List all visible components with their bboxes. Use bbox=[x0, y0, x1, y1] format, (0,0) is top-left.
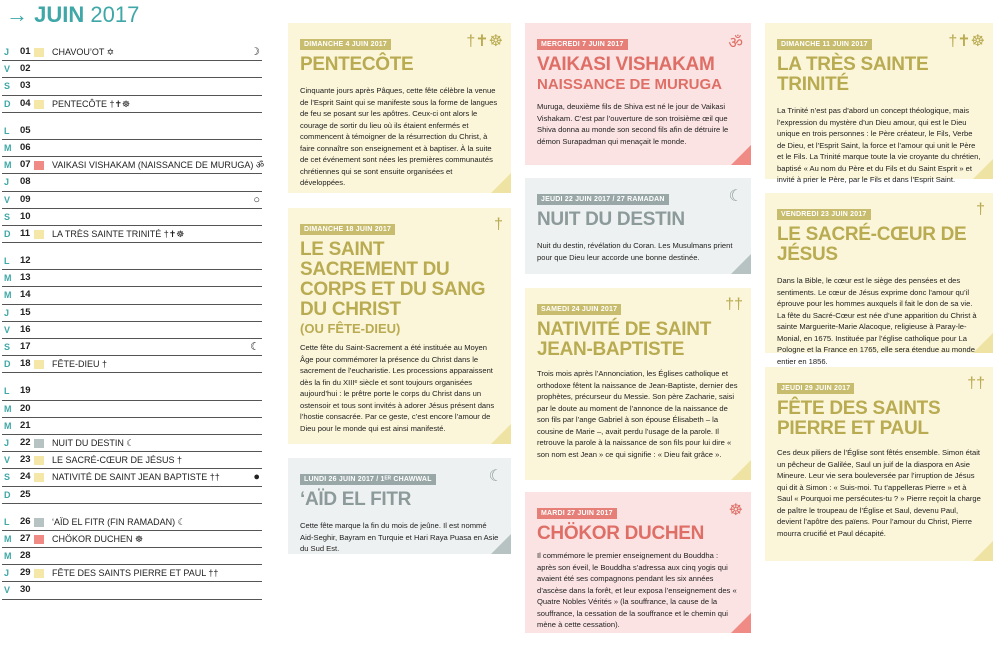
calendar-row bbox=[2, 435, 262, 452]
fold-corner bbox=[491, 534, 511, 554]
card-body: Dans la Bible, le cœur est le siège des pensées et des sentiments. Le cœur de Jésus exprime donc l’amour qu’il éprouve pour les hommes auxquels il fait le don de sa vie. La fête du Sacré-Cœur est née d’une apparition du Christ à sainte Marguerite-Marie Alacoque, religieuse à Paray-le-Monial, en 1675. Instituée par l’église catholique pour La Pologne et la France en 1765, elle sera étendue au monde entier en 1856. bbox=[777, 276, 977, 366]
calendar-row bbox=[2, 253, 262, 270]
card-body: Trois mois après l’Annonciation, les Églises catholique et orthodoxe fêtent la naissance de Jean-Baptiste, dernier des prophètes, précurseur du Messie. Son père Zacharie, saisi par le doute au moment de l’annonce de la naissance de son fils par l’ange Gabriel à son épouse Élisabeth – la cousine de Marie –, avait perdu l’usage de la parole. Il retrouve la parole à la naissance de son fils pour lui dire « son nom est Jean » ce qui signifie : « Dieu fait grâce ». bbox=[537, 369, 738, 459]
calendar-list bbox=[2, 44, 265, 600]
day-number: 21 bbox=[20, 419, 31, 431]
card-date: JEUDI 29 JUIN 2017 bbox=[777, 383, 854, 394]
calendar-row bbox=[2, 339, 262, 356]
category-swatch bbox=[34, 439, 44, 448]
calendar-row bbox=[2, 356, 262, 373]
event-label: LA TRÈS SAINTE TRINITÉ †✝☸ bbox=[52, 228, 185, 239]
card-date: DIMANCHE 11 JUIN 2017 bbox=[777, 39, 872, 50]
day-number: 12 bbox=[20, 255, 31, 267]
card-body: Cinquante jours après Pâques, cette fête célèbre la venue de l’Esprit Saint qui se manifeste sous la forme de langues de feu se posant sur les apôtres. Ceux-ci ont alors le courage de sortir du lieu où ils étaient enfermés et commencent à témoigner de la résurrection du Christ, à faire connaître son enseignement et à baptiser. À la suite de cet événement sont nées les premières communautés chrétiennes qui se sont ensuite organisées et développées. bbox=[300, 86, 498, 187]
event-label: NUIT DU DESTIN ☾ bbox=[52, 437, 135, 448]
calendar-row bbox=[2, 469, 262, 486]
event-label: LE SACRÉ-CŒUR DE JÉSUS † bbox=[52, 455, 183, 466]
fold-corner bbox=[973, 159, 993, 179]
card-title: NUIT DU DESTIN bbox=[537, 209, 685, 230]
om-icon: ॐ bbox=[728, 35, 743, 52]
category-swatch bbox=[34, 360, 44, 369]
card-title: LE SACRÉ-CŒUR DE JÉSUS bbox=[777, 224, 967, 265]
card-date: LUNDI 26 JUIN 2017 / 1ᴱᴿ CHAWWAL bbox=[300, 474, 436, 485]
card-date: DIMANCHE 18 JUIN 2017 bbox=[300, 224, 395, 235]
week-gap bbox=[2, 504, 262, 514]
religion-symbol-icon: †✝☸ bbox=[466, 33, 503, 50]
calendar-row bbox=[2, 287, 262, 304]
fold-corner bbox=[973, 541, 993, 561]
category-swatch bbox=[34, 456, 44, 465]
arrow-icon: → bbox=[6, 2, 28, 27]
card-date: MARDI 27 JUIN 2017 bbox=[537, 508, 617, 519]
calendar-row bbox=[2, 140, 262, 157]
calendar-row bbox=[2, 61, 262, 78]
moon-phase-icon: ● bbox=[253, 471, 260, 484]
day-number: 08 bbox=[20, 176, 31, 188]
day-number: 20 bbox=[20, 402, 31, 414]
category-swatch bbox=[34, 535, 44, 544]
day-number: 01 bbox=[20, 46, 31, 57]
card-title: LE SAINT SACREMENT DU CORPS ET DU SANG DU CHRIST bbox=[300, 239, 486, 320]
day-number: 29 bbox=[20, 567, 31, 579]
day-number: 11 bbox=[20, 227, 31, 239]
card-nativite bbox=[525, 288, 751, 480]
weekday-letter: D bbox=[4, 98, 11, 109]
card-title: CHÖKOR DUCHEN bbox=[537, 523, 705, 544]
week-gap bbox=[2, 113, 262, 123]
card-title: FÊTE DES SAINTS PIERRE ET PAUL bbox=[777, 398, 941, 439]
moon-phase-icon: ☾ bbox=[250, 341, 260, 353]
event-label: VAIKASI VISHAKAM (NAISSANCE DE MURUGA) ॐ bbox=[52, 160, 265, 171]
card-date: JEUDI 22 JUIN 2017 / 27 RAMADAN bbox=[537, 194, 669, 205]
card-trinite bbox=[765, 23, 993, 184]
day-number: 02 bbox=[20, 63, 31, 75]
card-vaikasi bbox=[525, 23, 751, 165]
cross-icon: † bbox=[976, 201, 985, 218]
calendar-row bbox=[2, 209, 262, 226]
card-pentecote bbox=[288, 23, 511, 193]
day-number: 06 bbox=[20, 141, 31, 153]
card-pierre-paul bbox=[765, 367, 993, 561]
card-sacre-coeur bbox=[765, 193, 993, 366]
day-number: 13 bbox=[20, 272, 31, 284]
day-number: 23 bbox=[20, 454, 31, 466]
calendar-row bbox=[2, 322, 262, 339]
event-label: CHAVOU’OT ✡ bbox=[52, 47, 115, 57]
weekday-letter: S bbox=[4, 472, 11, 483]
card-body: Cette fête du Saint-Sacrement a été instituée au Moyen Âge pour commémorer la présence du Christ dans le sacrement de l’eucharistie. Les processions apparaissent dès la fin du XIIIᵉ siècle et sont toujours organisées aujourd’hui : le prêtre porte le corps du Christ dans un ostensoir et tous sont invités à adorer Jésus présent dans l’hostie consacrée. Par ce geste, c’est encore l’amour de Dieu pour le monde qui est ainsi manifesté. bbox=[300, 343, 495, 433]
day-number: 15 bbox=[20, 306, 31, 318]
weekday-letter: J bbox=[4, 177, 10, 188]
calendar-row bbox=[2, 157, 265, 174]
category-swatch bbox=[34, 473, 44, 482]
month-title: JUIN bbox=[34, 2, 85, 27]
calendar-row bbox=[2, 174, 262, 191]
weekday-letter: M bbox=[4, 533, 12, 544]
card-body: Ces deux piliers de l’Église sont fêtés ensemble. Simon était un pêcheur de Galilée, Saul un juif de la diaspora en Asie Mineure. Leur vie sera bouleversée par l’irruption de Jésus qui dit à Simon : « Suis-moi. Tu t’appelleras Pierre » et à Saul « Pourquoi me persécutes-tu ? » Pierre reçoit la charge de paître le troupeau de l’Église et Saul, devenu Paul, devient l’apôtre des païens. Pour l’amour du Christ, Pierre mourra crucifié et Paul décapité. bbox=[777, 448, 981, 538]
day-number: 22 bbox=[20, 436, 31, 448]
calendar-row bbox=[2, 548, 262, 565]
weekday-letter: D bbox=[4, 228, 11, 239]
day-number: 14 bbox=[20, 289, 31, 301]
card-body: Il commémore le premier enseignement du Bouddha : après son éveil, le Bouddha s’adressa aux cinq yogis qui avaient été ses compagnons pendant les six années d’ascèse dans la forêt, et leur exposa l’enseignement des « Quatre Nobles Vérités » (la souffrance, la cause de la souffrance, la cessation de la souffrance et le chemin qui mène à cette cessation). bbox=[537, 551, 737, 629]
card-title: ‘AÏD EL FITR bbox=[300, 489, 412, 510]
calendar-row bbox=[2, 123, 262, 140]
weekday-letter: J bbox=[4, 47, 10, 57]
event-label: ‘AÏD EL FITR (FIN RAMADAN) ☾ bbox=[52, 516, 186, 527]
calendar-row bbox=[2, 226, 262, 243]
event-label: CHÖKOR DUCHEN ☸ bbox=[52, 533, 144, 544]
weekday-letter: V bbox=[4, 585, 11, 596]
day-number: 07 bbox=[20, 159, 31, 171]
card-date: VENDREDI 23 JUIN 2017 bbox=[777, 209, 871, 220]
weekday-letter: M bbox=[4, 551, 12, 562]
category-swatch bbox=[34, 230, 44, 239]
fold-corner bbox=[731, 254, 751, 274]
week-gap bbox=[2, 373, 262, 383]
weekday-letter: D bbox=[4, 489, 11, 500]
weekday-letter: V bbox=[4, 324, 11, 335]
weekday-letter: V bbox=[4, 194, 11, 205]
day-number: 03 bbox=[20, 80, 31, 92]
weekday-letter: M bbox=[4, 160, 12, 171]
weekday-letter: L bbox=[4, 125, 10, 136]
weekday-letter: J bbox=[4, 307, 10, 318]
weekday-letter: J bbox=[4, 568, 10, 579]
card-title: VAIKASI VISHAKAM bbox=[537, 54, 715, 75]
page-header bbox=[6, 2, 139, 28]
event-label: FÊTE-DIEU † bbox=[52, 359, 108, 370]
calendar-row bbox=[2, 487, 262, 504]
card-chokor-duchen bbox=[525, 492, 751, 633]
fold-corner bbox=[731, 460, 751, 480]
calendar-row bbox=[2, 383, 262, 400]
crescent-icon: ☾ bbox=[488, 468, 503, 485]
day-number: 04 bbox=[20, 97, 31, 109]
card-date: DIMANCHE 4 JUIN 2017 bbox=[300, 39, 391, 50]
weekday-letter: S bbox=[4, 342, 11, 352]
moon-phase-icon: ○ bbox=[253, 193, 260, 206]
weekday-letter: L bbox=[4, 516, 10, 527]
weekday-letter: D bbox=[4, 359, 11, 370]
fold-corner bbox=[491, 173, 511, 193]
calendar-row bbox=[2, 401, 262, 418]
category-swatch bbox=[34, 569, 44, 578]
fold-corner bbox=[731, 613, 751, 633]
card-subtitle: (OU FÊTE-DIEU) bbox=[300, 321, 401, 336]
religion-symbol-icon: † bbox=[494, 216, 503, 233]
calendar-row bbox=[2, 514, 262, 531]
calendar-row bbox=[2, 531, 262, 548]
weekday-letter: M bbox=[4, 403, 12, 414]
category-swatch bbox=[34, 100, 44, 109]
weekday-letter: L bbox=[4, 256, 10, 267]
card-title: LA TRÈS SAINTE TRINITÉ bbox=[777, 54, 929, 95]
category-swatch bbox=[34, 48, 44, 57]
day-number: 18 bbox=[20, 358, 31, 370]
day-number: 25 bbox=[20, 488, 31, 500]
religion-symbol-icon: †† bbox=[725, 296, 743, 313]
weekday-letter: V bbox=[4, 455, 11, 466]
fold-corner bbox=[491, 424, 511, 444]
weekday-letter: M bbox=[4, 142, 12, 153]
weekday-letter: J bbox=[4, 437, 10, 448]
weekday-letter: M bbox=[4, 420, 12, 431]
year-title: 2017 bbox=[90, 2, 140, 27]
event-label: FÊTE DES SAINTS PIERRE ET PAUL †† bbox=[52, 568, 219, 579]
day-number: 09 bbox=[20, 193, 31, 205]
calendar-row bbox=[2, 78, 262, 95]
weekday-letter: L bbox=[4, 386, 10, 397]
card-aid-el-fitr bbox=[288, 458, 511, 554]
calendar-row bbox=[2, 305, 262, 322]
calendar-row bbox=[2, 582, 262, 599]
card-title: NATIVITÉ DE SAINT JEAN-BAPTISTE bbox=[537, 319, 711, 360]
day-number: 16 bbox=[20, 323, 31, 335]
day-number: 27 bbox=[20, 532, 31, 544]
day-number: 10 bbox=[20, 210, 31, 222]
day-number: 19 bbox=[20, 385, 31, 397]
day-number: 05 bbox=[20, 124, 31, 136]
weekday-letter: M bbox=[4, 273, 12, 284]
calendar-row bbox=[2, 96, 262, 113]
crescent-icon: ☾ bbox=[728, 188, 743, 205]
category-swatch bbox=[34, 518, 44, 527]
card-date: MERCREDI 7 JUIN 2017 bbox=[537, 39, 628, 50]
weekday-letter: S bbox=[4, 81, 11, 92]
category-swatch bbox=[34, 161, 44, 170]
weekday-letter: S bbox=[4, 211, 11, 222]
day-number: 28 bbox=[20, 550, 31, 562]
card-subtitle: NAISSANCE DE MURUGA bbox=[537, 76, 723, 93]
card-body: Cette fête marque la fin du mois de jeûne. Il est nommé Aid-Seghir, Bayram en Turquie et Hari Raya Puasa en Asie du Sud Est. bbox=[300, 521, 499, 553]
calendar-row bbox=[2, 565, 262, 582]
religion-symbol-icon: †✝☸ bbox=[948, 33, 985, 50]
day-number: 17 bbox=[20, 341, 31, 352]
fold-corner bbox=[973, 333, 993, 353]
weekday-letter: V bbox=[4, 64, 11, 75]
card-title: PENTECÔTE bbox=[300, 54, 414, 75]
week-gap bbox=[2, 243, 262, 253]
day-number: 30 bbox=[20, 584, 31, 596]
calendar-row bbox=[2, 418, 262, 435]
card-body: Muruga, deuxième fils de Shiva est né le jour de Vaikasi Vishakam. C’est par l’ouverture de son troisième œil que Shiva donna au monde son second fils afin de détruire le démon Surapadman qui menaçait le monde. bbox=[537, 102, 729, 146]
calendar-row bbox=[2, 270, 262, 287]
event-label: PENTECÔTE †✝☸ bbox=[52, 98, 131, 109]
calendar-row bbox=[2, 192, 262, 209]
dharma-wheel-icon: ☸ bbox=[728, 502, 743, 519]
calendar-row bbox=[2, 44, 262, 61]
moon-phase-icon: ☽ bbox=[250, 46, 260, 58]
card-body: Nuit du destin, révélation du Coran. Les Musulmans prient pour que Dieu leur accorde une bonne destinée. bbox=[537, 241, 733, 262]
weekday-letter: M bbox=[4, 290, 12, 301]
event-label: NATIVITÉ DE SAINT JEAN BAPTISTE †† bbox=[52, 472, 220, 483]
day-number: 24 bbox=[20, 471, 31, 483]
day-number: 26 bbox=[20, 515, 31, 527]
card-date: SAMEDI 24 JUIN 2017 bbox=[537, 304, 621, 315]
fold-corner bbox=[731, 145, 751, 165]
calendar-row bbox=[2, 452, 262, 469]
card-nuit-du-destin bbox=[525, 178, 751, 274]
religion-symbol-icon: †† bbox=[967, 375, 985, 392]
card-saint-sacrement bbox=[288, 208, 511, 444]
card-body: La Trinité n’est pas d’abord un concept théologique, mais l’expression du mystère d’un Dieu amour, qui est le Dieu unique en trois personnes : le Père créateur, le Fils, Verbe de Dieu, et l’Esprit Saint, la force et l’amour qui unit le Père et le Fils. La Trinité marque toute la vie croyante du chrétien, baptisé « Au nom du Père et du Fils et du Saint Esprit » et invité à prier le Père, par le Fils et dans l’Esprit Saint. bbox=[777, 106, 981, 184]
